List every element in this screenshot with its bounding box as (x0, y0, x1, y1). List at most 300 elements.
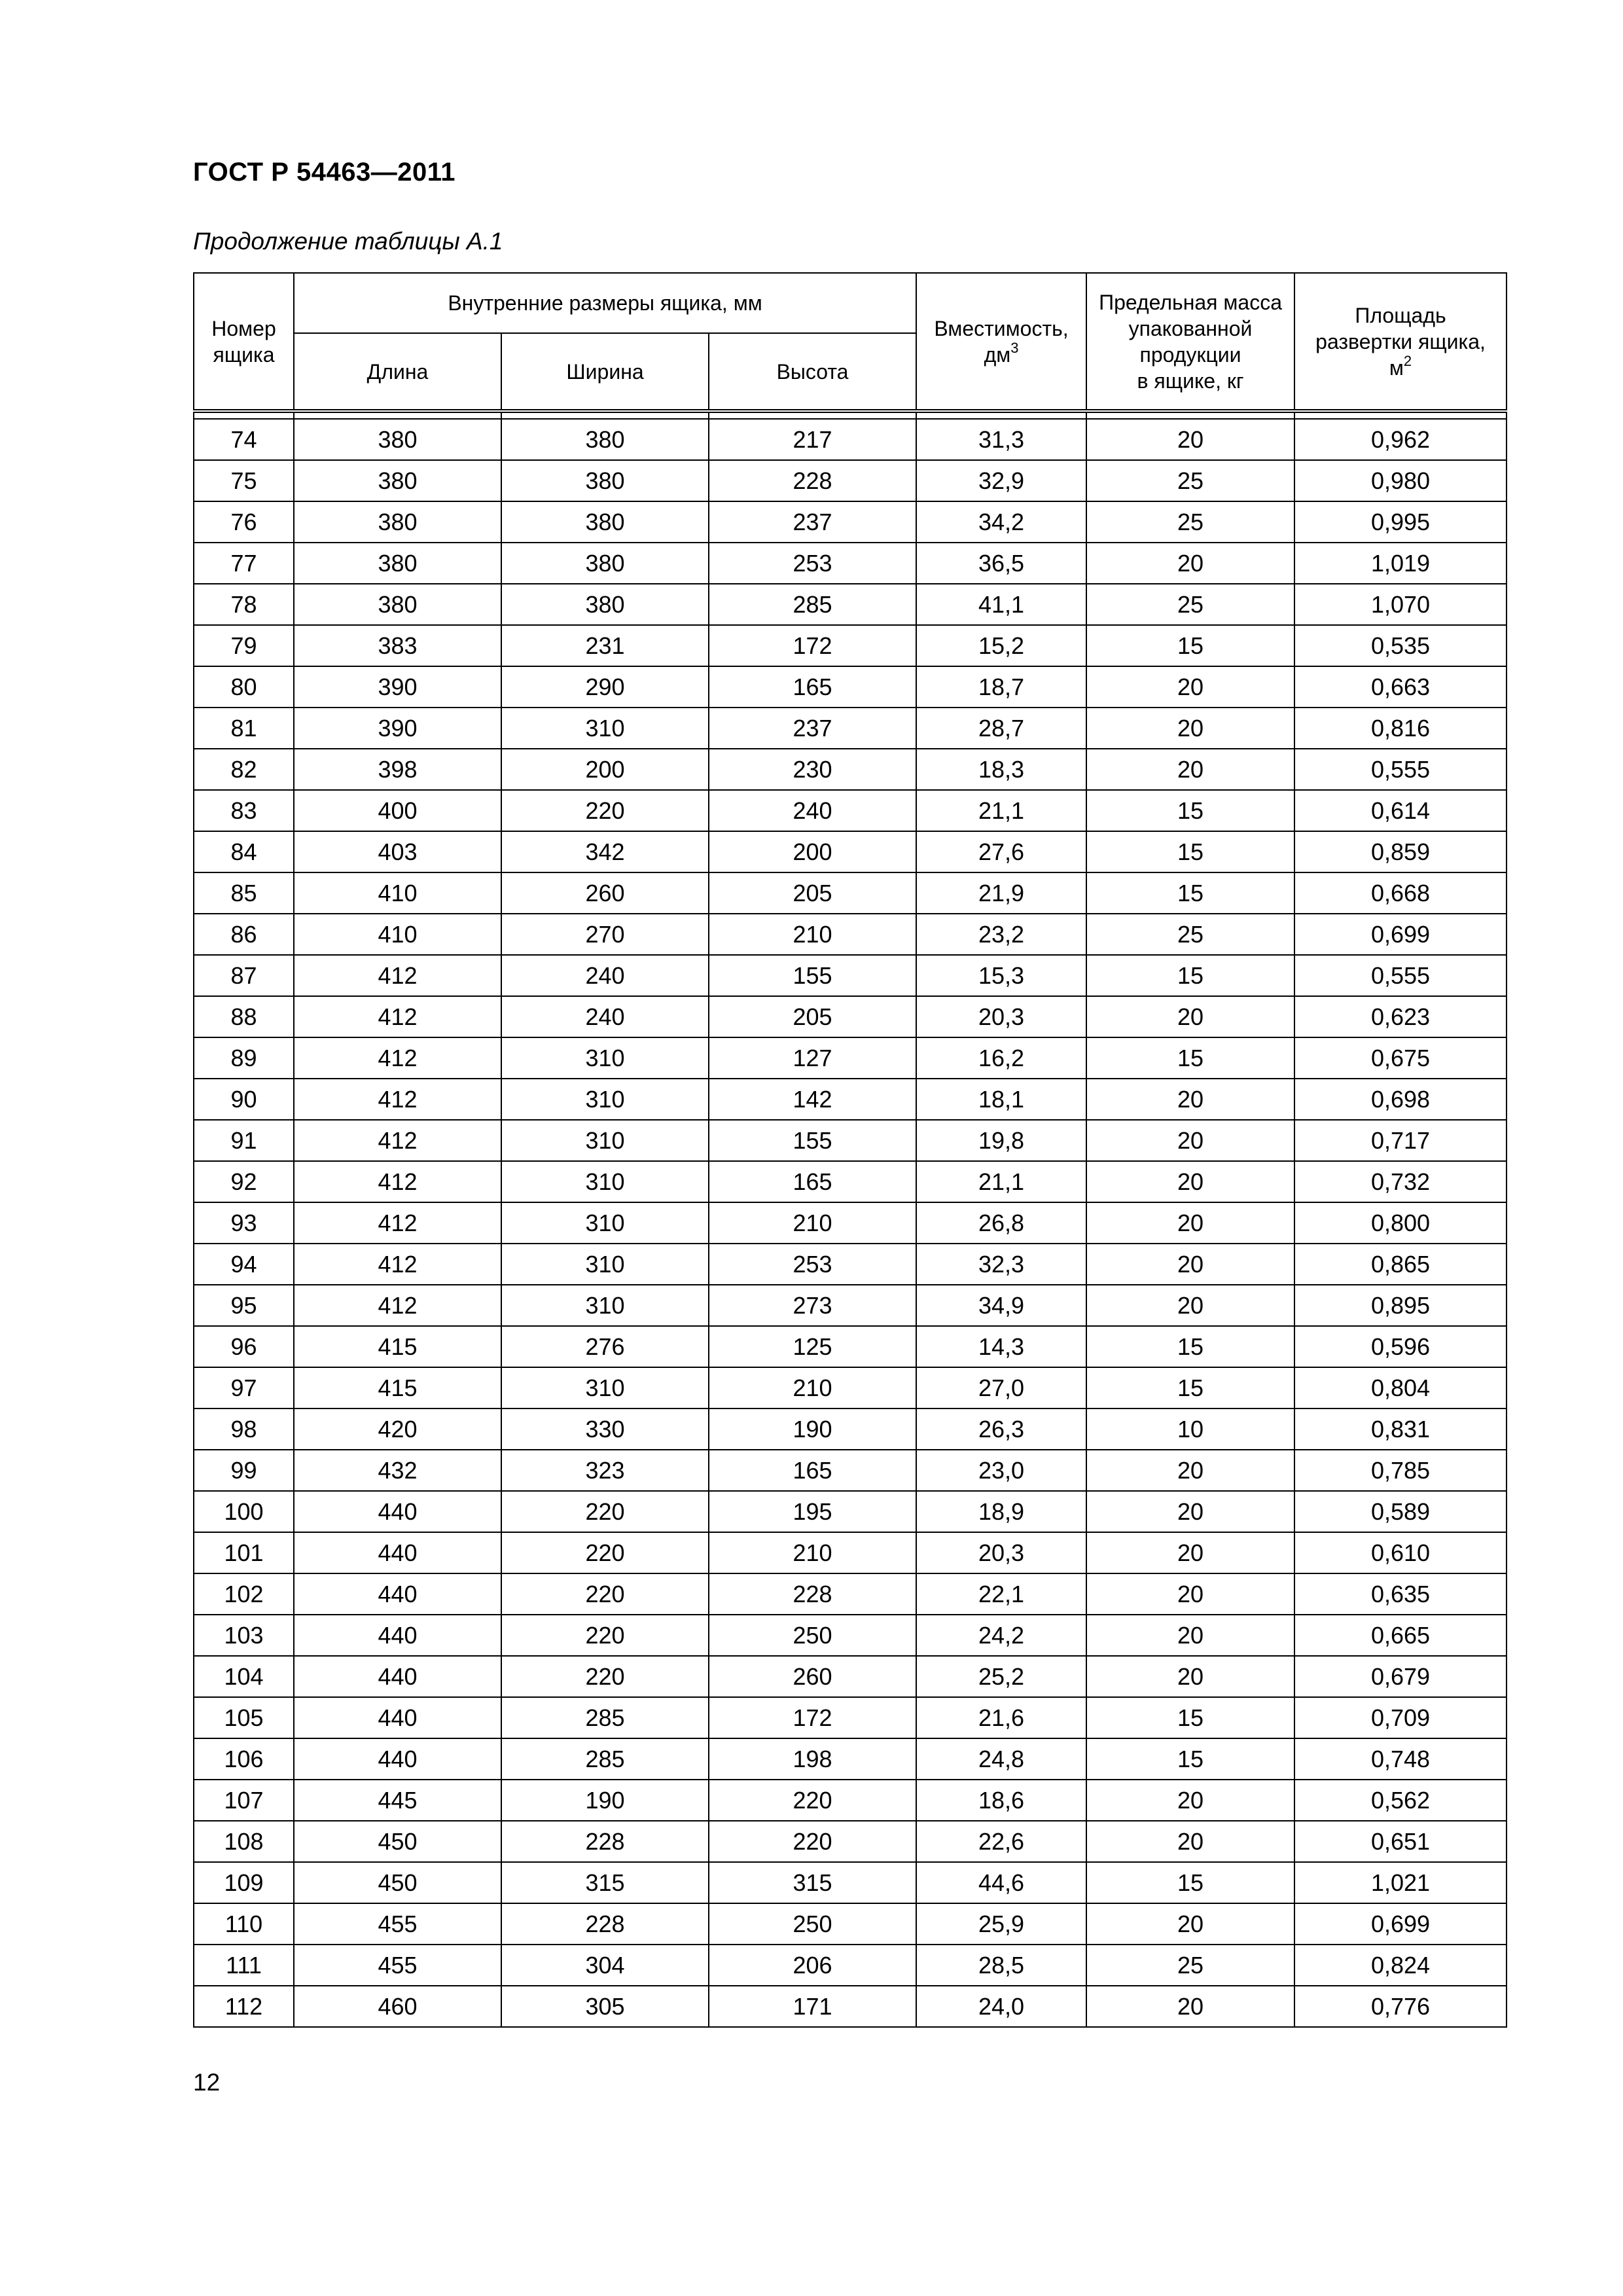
height-cell: 210 (709, 1532, 916, 1573)
width-cell: 310 (501, 1367, 709, 1408)
header-separator-row (194, 411, 1507, 419)
table-row (194, 1780, 1507, 1821)
header-length (294, 333, 501, 411)
area-cell: 0,980 (1294, 460, 1507, 501)
length-cell: 403 (294, 831, 501, 872)
area-cell: 0,555 (1294, 749, 1507, 790)
capacity-cell: 23,0 (916, 1450, 1086, 1491)
capacity-cell: 15,3 (916, 955, 1086, 996)
table-row (194, 625, 1507, 666)
height-cell: 250 (709, 1903, 916, 1945)
length-cell: 412 (294, 1037, 501, 1079)
width-cell: 310 (501, 708, 709, 749)
box-number-cell: 106 (194, 1738, 294, 1780)
page-number: 12 (193, 2069, 221, 2096)
capacity-cell: 21,6 (916, 1697, 1086, 1738)
width-cell: 276 (501, 1326, 709, 1367)
max-mass-cell: 20 (1086, 1079, 1294, 1120)
area-cell: 0,698 (1294, 1079, 1507, 1120)
capacity-cell: 24,0 (916, 1986, 1086, 2027)
box-number-cell: 87 (194, 955, 294, 996)
area-cell: 0,699 (1294, 1903, 1507, 1945)
length-cell: 412 (294, 1161, 501, 1202)
height-cell: 165 (709, 1161, 916, 1202)
length-cell: 440 (294, 1697, 501, 1738)
max-mass-cell: 20 (1086, 1780, 1294, 1821)
capacity-cell: 32,3 (916, 1244, 1086, 1285)
length-cell: 410 (294, 872, 501, 914)
box-number-cell: 105 (194, 1697, 294, 1738)
length-cell: 383 (294, 625, 501, 666)
height-cell: 210 (709, 914, 916, 955)
spacer-cell (709, 411, 916, 419)
length-cell: 440 (294, 1738, 501, 1780)
spacer-cell (501, 411, 709, 419)
height-cell: 230 (709, 749, 916, 790)
area-cell: 0,776 (1294, 1986, 1507, 2027)
length-cell: 415 (294, 1326, 501, 1367)
table-row (194, 708, 1507, 749)
height-cell: 228 (709, 460, 916, 501)
width-cell: 342 (501, 831, 709, 872)
box-number-cell: 104 (194, 1656, 294, 1697)
box-number-cell: 75 (194, 460, 294, 501)
capacity-cell: 21,9 (916, 872, 1086, 914)
max-mass-cell: 15 (1086, 1037, 1294, 1079)
box-number-cell: 90 (194, 1079, 294, 1120)
table-row (194, 1615, 1507, 1656)
header-max-mass-line2: упакованной (1128, 316, 1253, 340)
box-number-cell: 97 (194, 1367, 294, 1408)
width-cell: 231 (501, 625, 709, 666)
height-cell: 190 (709, 1408, 916, 1450)
area-cell: 0,699 (1294, 914, 1507, 955)
box-number-cell: 81 (194, 708, 294, 749)
height-cell: 253 (709, 543, 916, 584)
length-cell: 450 (294, 1821, 501, 1862)
length-cell: 432 (294, 1450, 501, 1491)
max-mass-cell: 15 (1086, 1326, 1294, 1367)
height-cell: 165 (709, 1450, 916, 1491)
area-cell: 0,614 (1294, 790, 1507, 831)
table-row (194, 1862, 1507, 1903)
area-cell: 1,021 (1294, 1862, 1507, 1903)
area-cell: 0,589 (1294, 1491, 1507, 1532)
max-mass-cell: 25 (1086, 1945, 1294, 1986)
capacity-cell: 34,2 (916, 501, 1086, 543)
header-length-label: Длина (366, 359, 429, 384)
length-cell: 412 (294, 1202, 501, 1244)
height-cell: 205 (709, 872, 916, 914)
width-cell: 380 (501, 543, 709, 584)
area-cell: 0,895 (1294, 1285, 1507, 1326)
width-cell: 330 (501, 1408, 709, 1450)
box-number-cell: 76 (194, 501, 294, 543)
max-mass-cell: 15 (1086, 1697, 1294, 1738)
table-row (194, 1202, 1507, 1244)
length-cell: 460 (294, 1986, 501, 2027)
width-cell: 380 (501, 419, 709, 460)
max-mass-cell: 15 (1086, 1738, 1294, 1780)
height-cell: 253 (709, 1244, 916, 1285)
length-cell: 380 (294, 584, 501, 625)
box-number-cell: 103 (194, 1615, 294, 1656)
table-row (194, 1903, 1507, 1945)
width-cell: 380 (501, 584, 709, 625)
area-cell: 0,717 (1294, 1120, 1507, 1161)
table-row (194, 1532, 1507, 1573)
width-cell: 310 (501, 1202, 709, 1244)
document-header: ГОСТ Р 54463—2011 (193, 158, 455, 187)
capacity-cell: 18,9 (916, 1491, 1086, 1532)
capacity-cell: 14,3 (916, 1326, 1086, 1367)
capacity-cell: 28,5 (916, 1945, 1086, 1986)
spacer-cell (1086, 411, 1294, 419)
capacity-cell: 24,2 (916, 1615, 1086, 1656)
width-cell: 220 (501, 1615, 709, 1656)
width-cell: 220 (501, 790, 709, 831)
area-cell: 0,610 (1294, 1532, 1507, 1573)
table-row (194, 955, 1507, 996)
length-cell: 410 (294, 914, 501, 955)
table-row (194, 1697, 1507, 1738)
capacity-cell: 20,3 (916, 996, 1086, 1037)
box-number-cell: 93 (194, 1202, 294, 1244)
box-number-cell: 100 (194, 1491, 294, 1532)
max-mass-cell: 10 (1086, 1408, 1294, 1450)
capacity-cell: 16,2 (916, 1037, 1086, 1079)
header-capacity (916, 273, 1086, 411)
table-row (194, 1656, 1507, 1697)
length-cell: 440 (294, 1615, 501, 1656)
height-cell: 172 (709, 625, 916, 666)
width-cell: 228 (501, 1821, 709, 1862)
height-cell: 220 (709, 1821, 916, 1862)
height-cell: 206 (709, 1945, 916, 1986)
capacity-cell: 15,2 (916, 625, 1086, 666)
max-mass-cell: 20 (1086, 1491, 1294, 1532)
area-cell: 0,816 (1294, 708, 1507, 749)
box-number-cell: 108 (194, 1821, 294, 1862)
height-cell: 228 (709, 1573, 916, 1615)
capacity-cell: 25,2 (916, 1656, 1086, 1697)
width-cell: 200 (501, 749, 709, 790)
max-mass-cell: 20 (1086, 1532, 1294, 1573)
max-mass-cell: 20 (1086, 1986, 1294, 2027)
length-cell: 400 (294, 790, 501, 831)
length-cell: 380 (294, 460, 501, 501)
capacity-cell: 20,3 (916, 1532, 1086, 1573)
table-row (194, 1161, 1507, 1202)
height-cell: 237 (709, 708, 916, 749)
table-row (194, 1738, 1507, 1780)
area-cell: 0,596 (1294, 1326, 1507, 1367)
length-cell: 450 (294, 1862, 501, 1903)
area-cell: 0,663 (1294, 666, 1507, 708)
length-cell: 420 (294, 1408, 501, 1450)
area-cell: 0,995 (1294, 501, 1507, 543)
max-mass-cell: 25 (1086, 460, 1294, 501)
header-inner-dims-label: Внутренние размеры ящика, мм (448, 291, 762, 315)
box-number-cell: 98 (194, 1408, 294, 1450)
max-mass-cell: 20 (1086, 1202, 1294, 1244)
area-cell: 0,675 (1294, 1037, 1507, 1079)
height-cell: 240 (709, 790, 916, 831)
width-cell: 270 (501, 914, 709, 955)
box-number-cell: 86 (194, 914, 294, 955)
height-cell: 273 (709, 1285, 916, 1326)
capacity-cell: 22,6 (916, 1821, 1086, 1862)
capacity-cell: 27,0 (916, 1367, 1086, 1408)
header-number (194, 273, 294, 411)
max-mass-cell: 20 (1086, 1120, 1294, 1161)
max-mass-cell: 15 (1086, 1862, 1294, 1903)
max-mass-cell: 20 (1086, 996, 1294, 1037)
table-row (194, 996, 1507, 1037)
header-number-label: Номер ящика (211, 316, 276, 367)
table-row (194, 872, 1507, 914)
height-cell: 210 (709, 1367, 916, 1408)
box-number-cell: 112 (194, 1986, 294, 2027)
capacity-cell: 25,9 (916, 1903, 1086, 1945)
length-cell: 412 (294, 955, 501, 996)
max-mass-cell: 20 (1086, 543, 1294, 584)
area-cell: 0,623 (1294, 996, 1507, 1037)
box-number-cell: 78 (194, 584, 294, 625)
capacity-cell: 31,3 (916, 419, 1086, 460)
table-row (194, 1450, 1507, 1491)
capacity-cell: 18,6 (916, 1780, 1086, 1821)
width-cell: 323 (501, 1450, 709, 1491)
capacity-cell: 23,2 (916, 914, 1086, 955)
box-number-cell: 83 (194, 790, 294, 831)
area-cell: 0,535 (1294, 625, 1507, 666)
capacity-cell: 22,1 (916, 1573, 1086, 1615)
capacity-cell: 32,9 (916, 460, 1086, 501)
box-number-cell: 91 (194, 1120, 294, 1161)
header-capacity-sup: 3 (1010, 339, 1019, 356)
width-cell: 310 (501, 1244, 709, 1285)
header-area (1294, 273, 1507, 411)
max-mass-cell: 15 (1086, 1367, 1294, 1408)
area-cell: 1,070 (1294, 584, 1507, 625)
height-cell: 127 (709, 1037, 916, 1079)
width-cell: 310 (501, 1037, 709, 1079)
max-mass-cell: 20 (1086, 1821, 1294, 1862)
max-mass-cell: 20 (1086, 1285, 1294, 1326)
capacity-cell: 26,3 (916, 1408, 1086, 1450)
max-mass-cell: 15 (1086, 790, 1294, 831)
width-cell: 305 (501, 1986, 709, 2027)
width-cell: 220 (501, 1491, 709, 1532)
table-row (194, 1326, 1507, 1367)
max-mass-cell: 20 (1086, 749, 1294, 790)
width-cell: 220 (501, 1573, 709, 1615)
box-number-cell: 74 (194, 419, 294, 460)
width-cell: 285 (501, 1738, 709, 1780)
box-number-cell: 102 (194, 1573, 294, 1615)
box-number-cell: 89 (194, 1037, 294, 1079)
height-cell: 172 (709, 1697, 916, 1738)
table-row (194, 1037, 1507, 1079)
max-mass-cell: 20 (1086, 1615, 1294, 1656)
header-capacity-label: Вместимость, дм (934, 316, 1069, 367)
table-row (194, 1491, 1507, 1532)
area-cell: 1,019 (1294, 543, 1507, 584)
length-cell: 455 (294, 1903, 501, 1945)
area-cell: 0,562 (1294, 1780, 1507, 1821)
box-number-cell: 99 (194, 1450, 294, 1491)
length-cell: 415 (294, 1367, 501, 1408)
table-row (194, 460, 1507, 501)
box-number-cell: 82 (194, 749, 294, 790)
table-row (194, 749, 1507, 790)
table-row (194, 790, 1507, 831)
header-area-line2: развертки ящика, (1315, 329, 1486, 353)
table-row (194, 419, 1507, 460)
table-caption: Продолжение таблицы А.1 (193, 228, 503, 255)
box-number-cell: 110 (194, 1903, 294, 1945)
height-cell: 315 (709, 1862, 916, 1903)
height-cell: 210 (709, 1202, 916, 1244)
box-number-cell: 95 (194, 1285, 294, 1326)
height-cell: 198 (709, 1738, 916, 1780)
height-cell: 155 (709, 955, 916, 996)
table-row (194, 584, 1507, 625)
height-cell: 217 (709, 419, 916, 460)
spacer-cell (294, 411, 501, 419)
table-row (194, 501, 1507, 543)
max-mass-cell: 20 (1086, 708, 1294, 749)
width-cell: 260 (501, 872, 709, 914)
table-row (194, 1821, 1507, 1862)
table-row (194, 1285, 1507, 1326)
header-max-mass-line1: Предельная масса (1099, 290, 1282, 314)
width-cell: 228 (501, 1903, 709, 1945)
max-mass-cell: 20 (1086, 1450, 1294, 1491)
table-row (194, 543, 1507, 584)
length-cell: 380 (294, 543, 501, 584)
height-cell: 237 (709, 501, 916, 543)
height-cell: 260 (709, 1656, 916, 1697)
max-mass-cell: 15 (1086, 831, 1294, 872)
capacity-cell: 21,1 (916, 1161, 1086, 1202)
area-cell: 0,748 (1294, 1738, 1507, 1780)
length-cell: 412 (294, 1285, 501, 1326)
width-cell: 304 (501, 1945, 709, 1986)
area-cell: 0,555 (1294, 955, 1507, 996)
box-number-cell: 96 (194, 1326, 294, 1367)
max-mass-cell: 20 (1086, 1244, 1294, 1285)
height-cell: 142 (709, 1079, 916, 1120)
area-cell: 0,831 (1294, 1408, 1507, 1450)
area-cell: 0,785 (1294, 1450, 1507, 1491)
width-cell: 310 (501, 1079, 709, 1120)
table-row (194, 831, 1507, 872)
height-cell: 200 (709, 831, 916, 872)
length-cell: 390 (294, 666, 501, 708)
area-cell: 0,635 (1294, 1573, 1507, 1615)
width-cell: 190 (501, 1780, 709, 1821)
area-cell: 0,668 (1294, 872, 1507, 914)
capacity-cell: 24,8 (916, 1738, 1086, 1780)
table-row (194, 1079, 1507, 1120)
width-cell: 315 (501, 1862, 709, 1903)
max-mass-cell: 20 (1086, 1903, 1294, 1945)
header-max-mass (1086, 273, 1294, 411)
box-number-cell: 92 (194, 1161, 294, 1202)
max-mass-cell: 15 (1086, 872, 1294, 914)
length-cell: 440 (294, 1491, 501, 1532)
length-cell: 440 (294, 1532, 501, 1573)
length-cell: 455 (294, 1945, 501, 1986)
area-cell: 0,824 (1294, 1945, 1507, 1986)
table-row (194, 1986, 1507, 2027)
capacity-cell: 18,1 (916, 1079, 1086, 1120)
capacity-cell: 26,8 (916, 1202, 1086, 1244)
length-cell: 380 (294, 419, 501, 460)
width-cell: 240 (501, 955, 709, 996)
box-number-cell: 109 (194, 1862, 294, 1903)
header-width-label: Ширина (566, 359, 644, 384)
box-number-cell: 111 (194, 1945, 294, 1986)
length-cell: 390 (294, 708, 501, 749)
box-dimensions-table (193, 272, 1507, 2028)
header-height-label: Высота (776, 359, 849, 384)
height-cell: 220 (709, 1780, 916, 1821)
max-mass-cell: 25 (1086, 914, 1294, 955)
height-cell: 250 (709, 1615, 916, 1656)
table-row (194, 1120, 1507, 1161)
area-cell: 0,800 (1294, 1202, 1507, 1244)
capacity-cell: 34,9 (916, 1285, 1086, 1326)
height-cell: 165 (709, 666, 916, 708)
capacity-cell: 41,1 (916, 584, 1086, 625)
header-max-mass-line4: в ящике, кг (1137, 368, 1244, 393)
box-number-cell: 79 (194, 625, 294, 666)
box-number-cell: 107 (194, 1780, 294, 1821)
width-cell: 290 (501, 666, 709, 708)
area-cell: 0,732 (1294, 1161, 1507, 1202)
header-area-line1: Площадь (1355, 303, 1446, 327)
table-row (194, 1945, 1507, 1986)
max-mass-cell: 20 (1086, 1573, 1294, 1615)
length-cell: 412 (294, 1079, 501, 1120)
length-cell: 412 (294, 996, 501, 1037)
capacity-cell: 27,6 (916, 831, 1086, 872)
length-cell: 412 (294, 1244, 501, 1285)
header-area-line3: м (1389, 355, 1404, 380)
max-mass-cell: 25 (1086, 501, 1294, 543)
spacer-cell (916, 411, 1086, 419)
area-cell: 0,679 (1294, 1656, 1507, 1697)
length-cell: 412 (294, 1120, 501, 1161)
height-cell: 285 (709, 584, 916, 625)
width-cell: 285 (501, 1697, 709, 1738)
capacity-cell: 18,3 (916, 749, 1086, 790)
header-width (501, 333, 709, 411)
capacity-cell: 19,8 (916, 1120, 1086, 1161)
width-cell: 220 (501, 1656, 709, 1697)
box-number-cell: 85 (194, 872, 294, 914)
table-row (194, 1573, 1507, 1615)
header-area-sup: 2 (1403, 352, 1412, 369)
table-row (194, 1367, 1507, 1408)
area-cell: 0,651 (1294, 1821, 1507, 1862)
area-cell: 0,804 (1294, 1367, 1507, 1408)
width-cell: 310 (501, 1285, 709, 1326)
height-cell: 195 (709, 1491, 916, 1532)
